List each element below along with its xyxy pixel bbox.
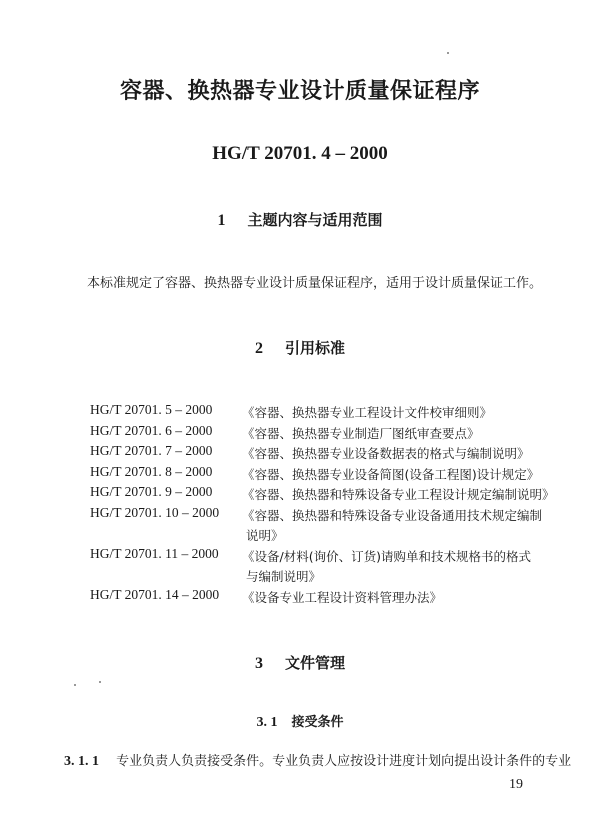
section-title: 引用标准 bbox=[284, 339, 345, 357]
clause-number: 3. 1. 1 bbox=[64, 754, 99, 769]
document-title: 容器、换热器专业设计质量保证程序 bbox=[119, 79, 480, 104]
section-3-heading bbox=[0, 652, 600, 673]
reference-code: HG/T 20701. 6 – 2000 bbox=[90, 423, 213, 438]
clause-3-1-1 bbox=[64, 750, 571, 770]
section-number: 1 bbox=[217, 212, 226, 229]
reference-title: 《设备/材料(询价、订货)请购单和技术规格书的格式 bbox=[242, 549, 531, 564]
reference-title: 《容器、换热器和特殊设备专业设备通用技术规定编制 bbox=[242, 508, 543, 523]
subsection-3-1-heading bbox=[0, 711, 600, 731]
section-2-heading bbox=[0, 337, 600, 358]
scan-speck bbox=[74, 684, 76, 686]
reference-title: 《容器、换热器专业设备数据表的格式与编制说明》 bbox=[242, 446, 530, 461]
reference-code: HG/T 20701. 14 – 2000 bbox=[90, 587, 220, 602]
reference-code: HG/T 20701. 10 – 2000 bbox=[90, 505, 220, 520]
clause-text: 专业负责人负责接受条件。专业负责人应按设计进度计划向提出设计条件的专业 bbox=[116, 754, 572, 769]
reference-code: HG/T 20701. 7 – 2000 bbox=[90, 443, 213, 458]
reference-code: HG/T 20701. 8 – 2000 bbox=[90, 464, 213, 479]
page-number: 19 bbox=[509, 777, 523, 792]
reference-code: HG/T 20701. 9 – 2000 bbox=[90, 484, 213, 499]
reference-title: 《容器、换热器专业设备简图(设备工程图)设计规定》 bbox=[242, 467, 540, 482]
scan-speck bbox=[447, 52, 449, 54]
reference-code: HG/T 20701. 11 – 2000 bbox=[90, 546, 219, 561]
reference-code: HG/T 20701. 5 – 2000 bbox=[90, 402, 213, 417]
reference-title: 《容器、换热器专业工程设计文件校审细则》 bbox=[242, 405, 493, 420]
reference-title: 《容器、换热器和特殊设备专业工程设计规定编制说明》 bbox=[242, 487, 555, 502]
section-number: 3 bbox=[254, 655, 263, 672]
scan-speck bbox=[99, 681, 101, 683]
reference-title-continued: 说明》 bbox=[246, 528, 284, 543]
section-number: 2 bbox=[254, 340, 263, 357]
reference-title: 《设备专业工程设计资料管理办法》 bbox=[242, 590, 443, 605]
section-title: 文件管理 bbox=[284, 654, 345, 672]
subsection-title: 接受条件 bbox=[291, 715, 344, 730]
section-title: 主题内容与适用范围 bbox=[247, 211, 383, 229]
reference-title: 《容器、换热器专业制造厂图纸审查要点》 bbox=[242, 426, 480, 441]
subsection-number: 3. 1 bbox=[256, 715, 278, 730]
section-1-heading bbox=[0, 209, 600, 230]
reference-title-continued: 与编制说明》 bbox=[246, 569, 322, 584]
standard-number: HG/T 20701. 4 – 2000 bbox=[212, 143, 388, 164]
section-1-body: 本标准规定了容器、换热器专业设计质量保证程序，适用于设计质量保证工作。 bbox=[87, 276, 543, 291]
